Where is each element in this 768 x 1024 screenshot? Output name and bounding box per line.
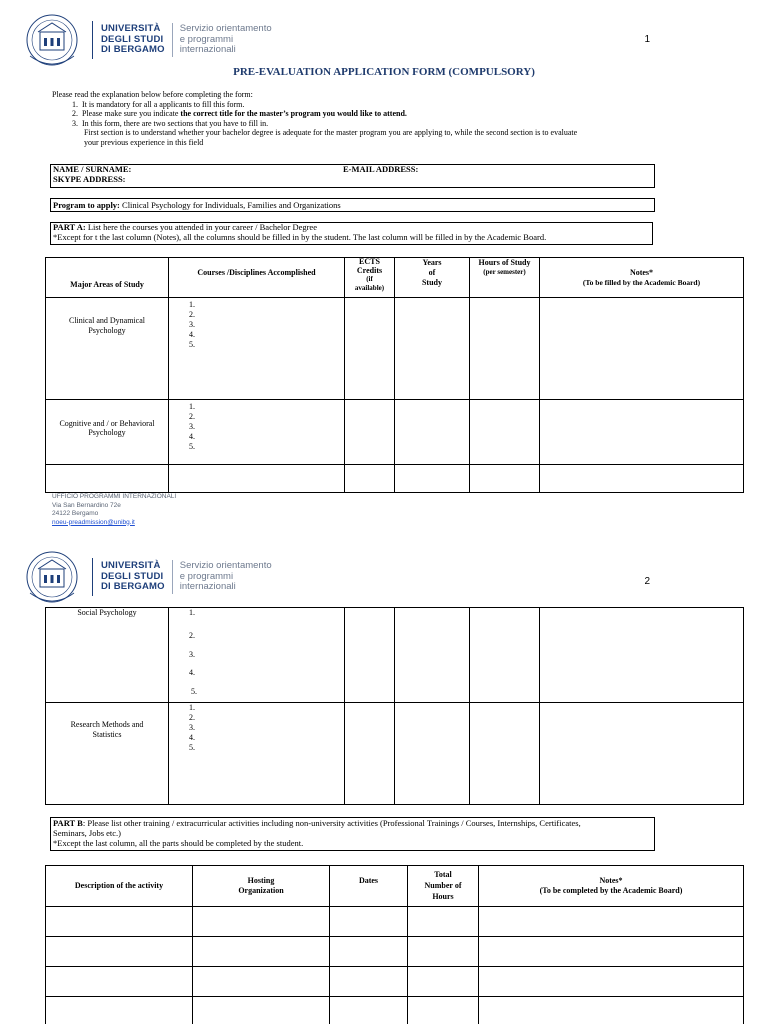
service-name-line: Servizio orientamento [179,23,272,35]
service-name-line: internazionali [179,44,236,56]
skype-label: SKYPE ADDRESS: [53,174,126,184]
notes-cell[interactable] [540,703,744,805]
office-footer [52,493,176,527]
page-number: 2 [644,576,650,587]
area-cell: Research Methods and Statistics [46,703,169,805]
instructions-intro: Please read the explanation below before completing the form: [52,90,253,99]
instruction-continuation: First section is to understand whether your bachelor degree is adequate for the master program you are applying to, while the second section is to evaluate [84,128,578,137]
logo-divider [172,560,173,594]
university-name-line: UNIVERSITÀ [101,23,161,35]
total-hours-cell[interactable] [408,967,479,997]
col-header-total-hours: Total Number of Hours [408,866,479,907]
hosting-cell[interactable] [193,937,330,967]
table-row [46,907,744,937]
service-name [180,24,272,56]
notes-cell[interactable] [479,967,744,997]
courses-cell[interactable] [169,465,345,493]
form-title: PRE-EVALUATION APPLICATION FORM (COMPULSORY) [233,66,535,78]
university-name-line: DEGLI STUDI [101,570,164,582]
notes-cell[interactable] [479,907,744,937]
logo-divider [92,21,93,59]
hours-cell[interactable] [470,608,540,703]
table-row [46,465,744,493]
university-name-line: DEGLI STUDI [101,33,164,45]
hours-cell[interactable] [470,298,540,400]
ects-cell[interactable] [345,703,395,805]
university-name [101,561,165,593]
col-header-notes: Notes* (To be filled by the Academic Board) [540,258,744,298]
col-header-description: Description of the activity [46,866,193,907]
university-name-line: DI BERGAMO [101,581,165,593]
table-row [46,703,744,805]
description-cell[interactable] [46,937,193,967]
table-row [46,997,744,1024]
area-cell[interactable] [46,465,169,493]
years-cell[interactable] [395,465,470,493]
name-label: NAME / SURNAME: [53,164,132,174]
part-a-box [50,222,653,245]
area-cell: Clinical and Dynamical Psychology [46,298,169,400]
university-name [101,24,165,56]
part-a-label: PART A: [53,222,86,232]
instruction-item: 3. In this form, there are two sections that you have to fill in. [72,118,269,128]
total-hours-cell[interactable] [408,997,479,1024]
courses-cell[interactable]: 1. 2. 3. 4. 5. [169,400,345,465]
courses-table [45,257,744,493]
table-header-row [46,866,744,907]
part-b-text-continued: Seminars, Jobs etc.) [53,828,121,838]
part-b-label: PART B [53,818,83,828]
ects-cell[interactable] [345,298,395,400]
university-name-line: DI BERGAMO [101,44,165,56]
service-name-line: Servizio orientamento [179,560,272,572]
program-value: Clinical Psychology for Individuals, Families and Organizations [119,200,341,210]
total-hours-cell[interactable] [408,907,479,937]
part-b-box [50,817,655,851]
instruction-item: 2. Please make sure you indicate the correct title for the master’s program you would like to attend. [72,109,407,118]
years-cell[interactable] [395,298,470,400]
hosting-cell[interactable] [193,967,330,997]
years-cell[interactable] [395,703,470,805]
courses-cell[interactable]: 1. 2. 3. 4. 5. [169,608,345,703]
hosting-cell[interactable] [193,997,330,1024]
table-row [46,298,744,400]
description-cell[interactable] [46,907,193,937]
courses-cell[interactable]: 1. 2. 3. 4. 5. [169,298,345,400]
col-header-courses: Courses /Disciplines Accomplished [169,258,345,298]
area-cell: Social Psychology [46,608,169,703]
hours-cell[interactable] [470,465,540,493]
office-email-link[interactable]: noeu-preadmission@unibg.it [52,518,135,526]
table-row [46,967,744,997]
table-row [46,608,744,703]
courses-cell[interactable]: 1. 2. 3. 4. 5. [169,703,345,805]
program-box [50,198,655,212]
col-header-hosting: Hosting Organization [193,866,330,907]
dates-cell[interactable] [330,997,408,1024]
service-name-line: e programmi [179,570,234,582]
service-name-line: internazionali [179,581,236,593]
hours-cell[interactable] [470,703,540,805]
program-label: Program to apply: [53,200,120,210]
logo-divider [92,558,93,596]
part-a-note: *Except for t the last column (Notes), all the columns should be filled in by the student. The last column will be filled in by the Academic Board. [53,231,547,242]
office-street: Via San Bernardino 72e [52,501,121,509]
university-seal-icon [22,549,86,605]
table-header-row [46,258,744,298]
applicant-info-box [50,164,655,188]
col-header-notes: Notes* (To be completed by the Academic Board) [479,866,744,907]
office-city: 24122 Bergamo [52,510,99,517]
hosting-cell[interactable] [193,907,330,937]
notes-cell[interactable] [479,997,744,1024]
page-number: 1 [644,34,650,45]
ects-cell[interactable] [345,608,395,703]
service-name-line: e programmi [179,33,234,45]
notes-cell[interactable] [540,298,744,400]
area-cell: Cognitive and / or Behavioral Psychology [46,400,169,465]
university-logo [22,12,272,68]
ects-cell[interactable] [345,465,395,493]
notes-cell[interactable] [540,608,744,703]
logo-divider [172,23,173,57]
part-b-note: *Except the last column, all the parts should be completed by the student. [53,838,304,848]
service-name [180,561,272,593]
part-a-text: List here the courses you attended in your career / Bachelor Degree [85,222,317,232]
office-name: UFFICIO PROGRAMMI INTERNAZIONALI [52,493,177,500]
years-cell[interactable] [395,400,470,465]
years-cell[interactable] [395,608,470,703]
university-seal-icon [22,12,86,68]
instructions [52,90,662,147]
notes-cell[interactable] [540,400,744,465]
col-header-hours: Hours of Study (per semester) [470,258,540,298]
courses-table-continued [45,607,744,805]
dates-cell[interactable] [330,967,408,997]
col-header-areas: Major Areas of Study [46,258,169,298]
table-row [46,400,744,465]
ects-cell[interactable] [345,400,395,465]
col-header-years: Years of Study [395,258,470,298]
description-cell[interactable] [46,967,193,997]
university-logo [22,549,272,605]
total-hours-cell[interactable] [408,937,479,967]
table-row [46,937,744,967]
dates-cell[interactable] [330,907,408,937]
col-header-ects: ECTS Credits (if available) [345,258,395,298]
instruction-item: 1. It is mandatory for all a applicants to fill this form. [72,99,245,109]
email-label: E-MAIL ADDRESS: [343,164,419,174]
university-name-line: UNIVERSITÀ [101,560,161,572]
col-header-dates: Dates [330,866,408,907]
activities-table [45,865,744,1024]
description-cell[interactable] [46,997,193,1024]
hours-cell[interactable] [470,400,540,465]
part-b-text: : Please list other training / extracurricular activities including non-university activities (Professional Trainings / Courses, Internships, Certificates, [82,818,581,828]
notes-cell[interactable] [479,937,744,967]
notes-cell[interactable] [540,465,744,493]
dates-cell[interactable] [330,937,408,967]
instruction-continuation: your previous experience in this field [84,137,204,147]
